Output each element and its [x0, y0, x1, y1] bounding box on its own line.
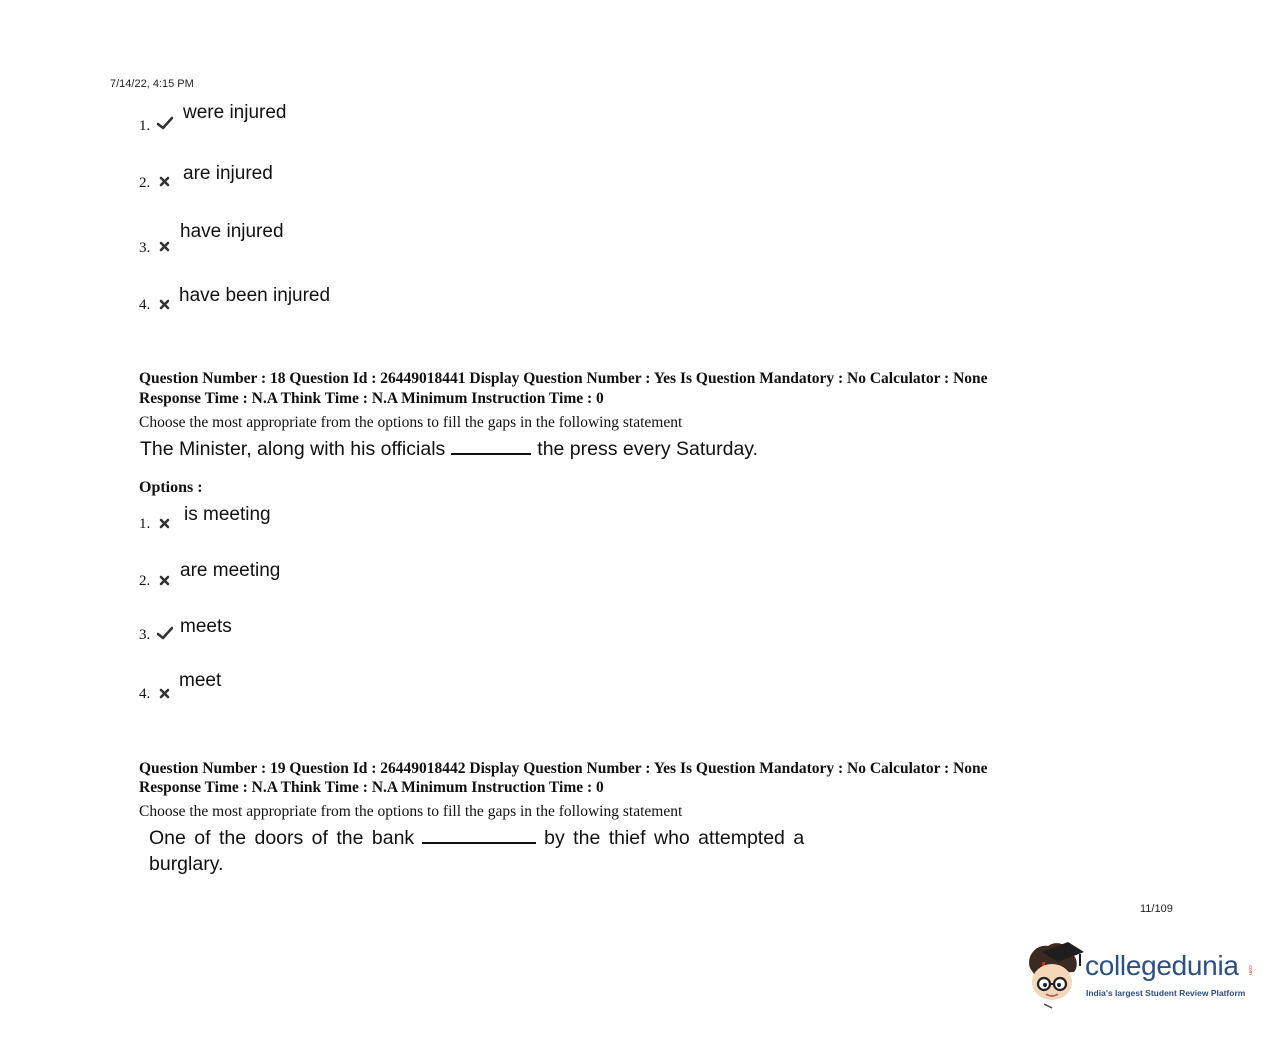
q19-meta-line2: Response Time : N.A Think Time : N.A Minimum Instruction Time : 0: [139, 779, 604, 796]
q18-instruction: Choose the most appropriate from the options to fill the gaps in the following statement: [139, 414, 683, 431]
q19-sentence: [149, 827, 804, 850]
option-text: have injured: [180, 221, 284, 242]
page-number: 11/109: [1140, 903, 1173, 915]
option-number: 1.: [139, 516, 151, 532]
option-number: 2.: [139, 573, 151, 589]
wrong-cross-icon: [159, 686, 170, 704]
mascot-icon: [1022, 938, 1086, 1010]
q19-instruction: Choose the most appropriate from the options to fill the gaps in the following statement: [139, 803, 683, 820]
option-text: are meeting: [180, 560, 281, 581]
wrong-cross-icon: [159, 297, 170, 315]
wrong-cross-icon: [159, 573, 170, 591]
sentence-part-1: The Minister, along with his officials: [140, 438, 446, 460]
option-number: 3.: [139, 240, 151, 256]
option-number: 1.: [139, 118, 151, 134]
sentence-part-1: One of the doors of the bank: [149, 827, 415, 849]
option-text: have been injured: [179, 285, 331, 306]
correct-check-icon: [157, 116, 173, 135]
options-label: Options :: [139, 479, 203, 496]
correct-check-icon: [157, 626, 173, 645]
option-text: were injured: [183, 102, 287, 123]
option-number: 4.: [139, 686, 151, 702]
option-number: 2.: [139, 175, 151, 191]
option-number: 4.: [139, 297, 151, 313]
logo-tagline: India's largest Student Review Platform: [1086, 988, 1246, 998]
q18-meta-line2: Response Time : N.A Think Time : N.A Minimum Instruction Time : 0: [139, 390, 604, 407]
fill-blank: [422, 841, 536, 844]
logo-com: .com: [1247, 964, 1253, 975]
sentence-part-2: the press every Saturday.: [537, 438, 759, 460]
option-text: are injured: [183, 163, 273, 184]
wrong-cross-icon: [159, 174, 170, 192]
option-text: is meeting: [184, 504, 271, 525]
option-text: meet: [179, 670, 222, 691]
sentence-part-2: by the thief who attempted a: [544, 827, 805, 849]
print-timestamp: 7/14/22, 4:15 PM: [110, 78, 194, 90]
option-number: 3.: [139, 627, 151, 643]
q19-meta-line1: Question Number : 19 Question Id : 26449018442 Display Question Number : Yes Is Question Mandatory : No Calculator : None: [139, 760, 988, 777]
q18-sentence: [140, 438, 758, 461]
wrong-cross-icon: [159, 516, 170, 534]
logo-wordmark: collegedunia: [1085, 950, 1239, 981]
option-text: meets: [180, 616, 232, 637]
collegedunia-logo: [1022, 938, 1262, 1010]
fill-blank: [451, 452, 531, 455]
q19-sentence-line2: burglary.: [149, 853, 224, 875]
q18-meta-line1: Question Number : 18 Question Id : 26449018441 Display Question Number : Yes Is Question Mandatory : No Calculator : None: [139, 370, 988, 387]
wrong-cross-icon: [159, 239, 170, 257]
